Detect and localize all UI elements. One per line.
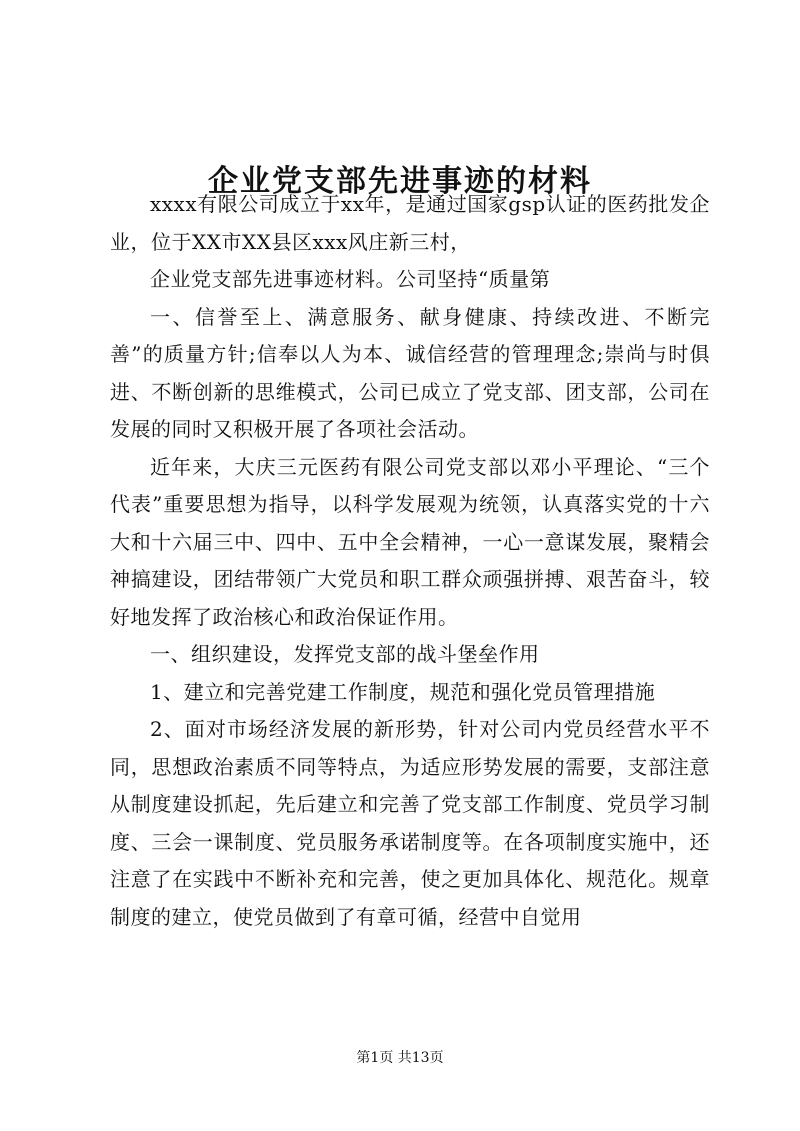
- paragraph-recent-years: 近年来，大庆三元医药有限公司党支部以邓小平理论、“三个代表”重要思想为指导，以科学发展观为统领，认真落实党的十六大和十六届三中、四中、五中全会精神，一心一意谋发展，聚精会神搞建设，团结带领广大党员和职工群众顽强拼搏、艰苦奋斗，较好地发挥了政治核心和政治保证作用。: [110, 454, 710, 629]
- paragraph-quality-policy: 一、信誉至上、满意服务、献身健康、持续改进、不断完善”的质量方针;信奉以人为本、诚信经营的管理理念;崇尚与时俱进、不断创新的思维模式，公司已成立了党支部、团支部，公司在发展的同时又积极开展了各项社会活动。: [110, 304, 710, 441]
- document-title: 企业党支部先进事迹的材料: [208, 164, 592, 200]
- paragraph-adherence: 企业党支部先进事迹材料。公司坚持“质量第: [150, 267, 551, 291]
- document-body: [110, 186, 710, 936]
- paragraph-market-situation: 2、面对市场经济发展的新形势，针对公司内党员经营水平不同，思想政治素质不同等特点，为适应形势发展的需要，支部注意从制度建设抓起，先后建立和完善了党支部工作制度、党员学习制度、三会一课制度、党员服务承诺制度等。在各项制度实施中，还注意了在实践中不断补充和完善，使之更加具体化、规范化。规章制度的建立，使党员做到了有章可循，经营中自觉用: [110, 717, 710, 929]
- page-footer: 第1页 共13页: [356, 1050, 444, 1066]
- paragraph-intro: xxxx有限公司成立于xx年，是通过国家gsp认证的医药批发企业，位于XX市XX县区xxx风庄新三村，: [110, 192, 710, 254]
- subheading-system-building: 1、建立和完善党建工作制度，规范和强化党员管理措施: [150, 679, 656, 704]
- section-heading-organization: 一、组织建设，发挥党支部的战斗堡垒作用: [150, 642, 540, 666]
